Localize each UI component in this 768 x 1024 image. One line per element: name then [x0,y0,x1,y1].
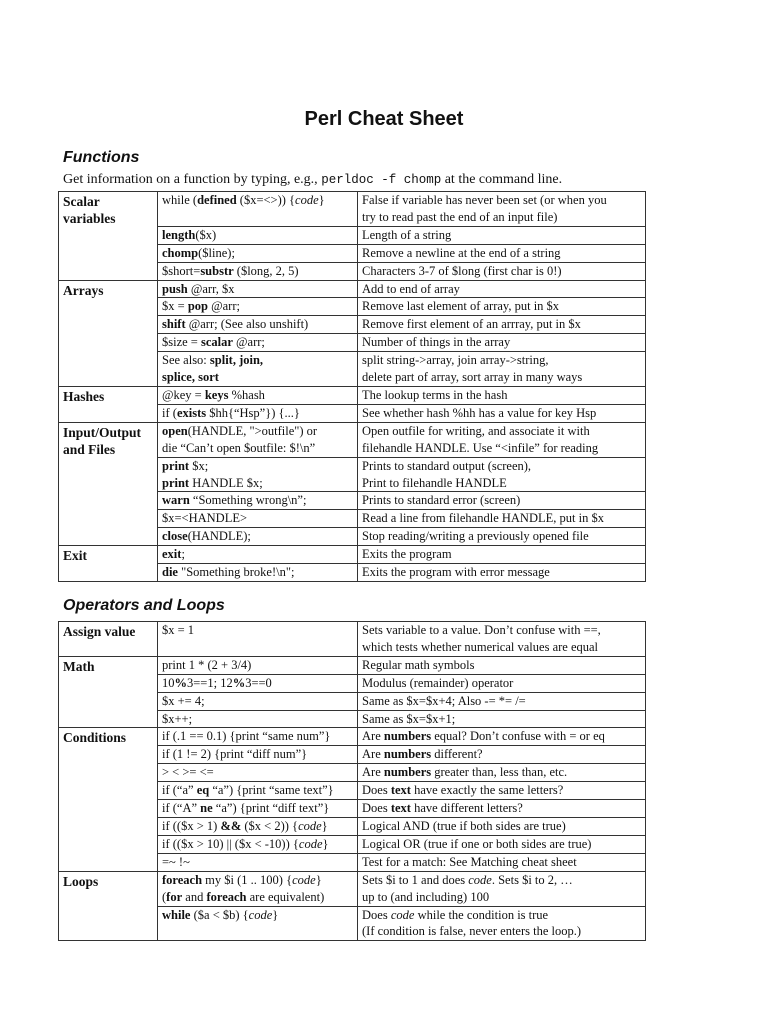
text-segment: numbers [383,765,432,780]
text-segment: defined [197,193,237,207]
code-cell [158,728,358,746]
table-row [59,386,646,404]
code-cell [158,546,358,564]
text-segment: @arr, $x [187,281,235,296]
intro-code: perldoc -f chomp [321,173,442,187]
text-segment: code [295,193,319,207]
text-segment: foreach [162,872,203,887]
code-cell [158,422,358,457]
text-segment: ($line); [198,245,235,260]
text-segment: are equivalent) [246,889,325,904]
code-cell [158,746,358,764]
description-cell [358,728,646,746]
text-segment: @key = [162,387,205,402]
text-segment: code [292,872,316,887]
text-segment: close [162,529,188,544]
text-segment: Length of a string [362,227,452,242]
text-segment: code [298,818,322,833]
description-cell [358,192,646,227]
code-cell [158,782,358,800]
text-segment: Remove a newline at the end of a string [362,245,561,260]
code-cell [158,906,358,941]
text-segment: delete part of array, sort array in many ways [362,370,583,385]
description-cell [358,853,646,871]
text-segment: text [390,801,411,816]
text-segment: %hash [228,387,265,402]
text-segment: The lookup terms in the hash [362,387,508,402]
text-segment: $size = [162,335,201,350]
description-cell [358,764,646,782]
text-segment: “a”) {print “diff text”} [212,801,330,816]
text-segment: =~ !~ [162,854,190,869]
text-segment: if (“a” [162,783,197,798]
description-cell [358,280,646,298]
category-cell: Conditions [59,728,158,871]
text-segment: splice, sort [162,370,219,385]
text-segment: equal? Don’t confuse with = or eq [431,729,605,744]
text-segment: $short= [162,263,201,278]
text-segment: Remove first element of an arrray, put in $x [362,317,581,332]
text-segment: for [166,889,183,904]
description-cell [358,817,646,835]
code-cell [158,853,358,871]
text-segment: Does [362,783,391,798]
text-segment: if (($x > 10) || ($x < -10)) { [162,836,299,851]
text-segment: Add to end of array [362,281,460,296]
text-segment: % [232,675,246,690]
text-segment: which tests whether numerical values are equal [362,639,599,654]
category-cell: Arrays [59,280,158,386]
text-segment: ; [181,547,185,562]
text-segment: @arr; [232,335,265,350]
text-segment: while [162,907,191,922]
code-cell [158,492,358,510]
code-cell [158,710,358,728]
text-segment: See whether hash %hh has a value for key Hsp [362,405,597,420]
table-row [59,546,646,564]
text-segment: Characters 3-7 of $long (first char is 0!) [362,263,562,278]
text-segment: foreach [206,889,247,904]
text-segment: Does [362,801,391,816]
text-segment: > < >= <= [162,765,214,780]
text-segment: Sets variable to a value. Don’t confuse with ==, [362,623,601,637]
code-cell [158,334,358,352]
category-cell: Scalar variables [59,192,158,281]
description-cell [358,226,646,244]
text-segment: chomp [162,245,199,260]
text-segment: Logical AND (true if both sides are true) [362,818,566,833]
code-cell [158,298,358,316]
text-segment: && [220,818,242,833]
text-segment: } [272,907,279,922]
text-segment: split, join, [209,353,264,368]
description-cell [358,871,646,906]
functions-intro [63,172,562,188]
text-segment: length [162,227,196,242]
code-cell [158,192,358,227]
code-cell [158,692,358,710]
text-segment: $x++; [162,711,193,726]
functions-heading: Functions [63,149,140,166]
table-row [59,871,646,906]
text-segment: while the condition is true [414,907,549,922]
text-segment: greater than, less than, etc. [431,765,568,780]
text-segment: Exits the program with error message [362,565,550,580]
text-segment: while ( [162,193,198,207]
text-segment: print [162,475,190,490]
text-segment: ($long, 2, 5) [233,263,299,278]
text-segment: Print to filehandle HANDLE [362,475,507,490]
text-segment: @arr; [207,299,240,314]
description-cell [358,457,646,492]
description-cell [358,674,646,692]
text-segment: different? [431,747,483,762]
text-segment: open [162,423,188,438]
description-cell [358,746,646,764]
text-segment: 3==1; 12 [187,675,233,690]
text-segment: code [298,836,323,851]
code-cell [158,244,358,262]
text-segment: if ( [162,405,177,420]
text-segment: text [390,783,411,798]
operators-table [58,621,646,941]
text-segment: Prints to standard error (screen) [362,493,521,508]
code-cell [158,622,358,657]
intro-text-after: at the command line. [441,172,563,187]
text-segment: split string->array, join array->string, [362,353,549,368]
text-segment: pop [187,299,208,314]
text-segment: code [390,907,415,922]
description-cell [358,404,646,422]
description-cell [358,546,646,564]
code-cell [158,510,358,528]
text-segment: Remove last element of array, put in $x [362,299,560,314]
text-segment: $x; [189,458,209,473]
text-segment: Modulus (remainder) operator [362,675,514,690]
text-segment: exit [162,547,182,562]
text-segment: push [162,281,188,296]
text-segment: } [315,872,322,887]
text-segment: $hh{“Hsp”}) {...} [206,405,300,420]
text-segment: if (.1 == 0.1) {print “same num”} [162,729,331,744]
code-cell [158,316,358,334]
description-cell [358,262,646,280]
category-cell: Math [59,656,158,728]
functions-table-body [59,192,646,582]
text-segment: $x=<HANDLE> [162,511,248,526]
text-segment: Logical OR (true if one or both sides are true) [362,836,592,851]
text-segment: False if variable has never been set (or when you [362,193,607,207]
text-segment: Number of things in the array [362,335,511,350]
category-cell: Input/Output and Files [59,422,158,545]
text-segment: numbers [383,729,432,744]
description-cell [358,710,646,728]
text-segment: my $i (1 .. 100) { [202,872,293,887]
category-cell: Hashes [59,386,158,422]
text-segment: Open outfile for writing, and associate it with [362,423,590,438]
text-segment: print [162,458,190,473]
description-cell [358,528,646,546]
text-segment: 10 [162,675,175,690]
code-cell [158,656,358,674]
description-cell [358,622,646,657]
code-cell [158,226,358,244]
description-cell [358,386,646,404]
text-segment: Sets $i to 1 and does [362,872,469,887]
description-cell [358,692,646,710]
text-segment: ($x=<>)) { [236,193,296,207]
text-segment: Prints to standard output (screen), [362,458,532,473]
text-segment: Same as $x=$x+4; Also -= *= /= [362,693,526,708]
text-segment: (HANDLE, ">outfile") or [187,423,318,438]
text-segment: “Something wrong\n”; [189,493,307,508]
text-segment: code [248,907,273,922]
text-segment: keys [204,387,229,402]
description-cell [358,835,646,853]
operators-table-body [59,622,646,941]
code-cell [158,404,358,422]
text-segment: } [318,193,325,207]
functions-table [58,191,646,582]
text-segment: and [182,889,207,904]
text-segment: eq [196,783,210,798]
text-segment: ($x) [195,227,217,242]
description-cell [358,334,646,352]
text-segment: } [322,836,329,851]
code-cell [158,352,358,387]
code-cell [158,262,358,280]
code-cell [158,386,358,404]
code-cell [158,835,358,853]
table-row [59,192,646,227]
code-cell [158,764,358,782]
text-segment: up to (and including) 100 [362,889,490,904]
table-row [59,656,646,674]
description-cell [358,316,646,334]
text-segment: shift [162,317,186,332]
category-cell: Loops [59,871,158,941]
text-segment: Exits the program [362,547,452,562]
operators-heading: Operators and Loops [63,597,225,614]
text-segment: numbers [383,747,432,762]
description-cell [358,800,646,818]
text-segment: scalar [200,335,233,350]
text-segment: ( [162,889,167,904]
text-segment: “a”) {print “same text”} [209,783,334,798]
text-segment: HANDLE $x; [189,475,263,490]
description-cell [358,422,646,457]
description-cell [358,244,646,262]
code-cell [158,817,358,835]
text-segment: 3==0 [245,675,272,690]
text-segment: have different letters? [410,801,523,816]
text-segment: (If condition is false, never enters the loop.) [362,924,582,939]
description-cell [358,906,646,941]
description-cell [358,510,646,528]
text-segment: Does [362,907,391,922]
table-row [59,728,646,746]
text-segment: $x += 4; [162,693,205,708]
text-segment: Same as $x=$x+1; [362,711,456,726]
text-segment: die [162,565,178,580]
category-cell: Assign value [59,622,158,657]
description-cell [358,492,646,510]
text-segment: "Something broke!\n"; [177,565,295,580]
text-segment: @arr; (See also unshift) [185,317,309,332]
text-segment: if (1 != 2) {print “diff num”} [162,747,308,762]
text-segment: warn [162,493,190,508]
text-segment: } [321,818,328,833]
description-cell [358,782,646,800]
code-cell [158,800,358,818]
text-segment: code [468,872,492,887]
text-segment: if (“A” [162,801,201,816]
code-cell [158,528,358,546]
table-row [59,422,646,457]
text-segment: $x = 1 [162,623,195,637]
intro-text-before: Get information on a function by typing, e.g., [63,172,322,187]
description-cell [358,298,646,316]
text-segment: print 1 * (2 + 3/4) [162,657,252,672]
text-segment: if (($x > 1) [162,818,221,833]
code-cell [158,674,358,692]
code-cell [158,871,358,906]
text-segment: try to read past the end of an input file) [362,209,558,224]
text-segment: % [174,675,187,690]
text-segment: $x = [162,299,188,314]
text-segment: (HANDLE); [187,529,251,544]
description-cell [358,656,646,674]
code-cell [158,280,358,298]
text-segment: Are [362,747,384,762]
category-cell: Exit [59,546,158,582]
text-segment: ($x < 2)) { [241,818,299,833]
text-segment: Read a line from filehandle HANDLE, put in $x [362,511,604,526]
description-cell [358,564,646,582]
text-segment: have exactly the same letters? [410,783,564,798]
text-segment: substr [200,263,234,278]
text-segment: ($a < $b) { [190,907,249,922]
text-segment: Are [362,729,384,744]
text-segment: exists [176,405,207,420]
code-cell [158,457,358,492]
text-segment: Test for a match: See Matching cheat sheet [362,854,577,869]
description-cell [358,352,646,387]
text-segment: Stop reading/writing a previously opened file [362,529,589,544]
text-segment: . Sets $i to 2, … [491,872,573,887]
table-row [59,280,646,298]
page-title: Perl Cheat Sheet [304,108,464,130]
text-segment: filehandle HANDLE. Use “<infile” for reading [362,440,599,455]
text-segment: See also: [162,353,210,368]
code-cell [158,564,358,582]
table-row [59,622,646,657]
text-segment: Are [362,765,384,780]
text-segment: die “Can’t open $outfile: $!\n” [162,440,316,455]
text-segment: Regular math symbols [362,657,475,672]
text-segment: ne [200,801,213,816]
